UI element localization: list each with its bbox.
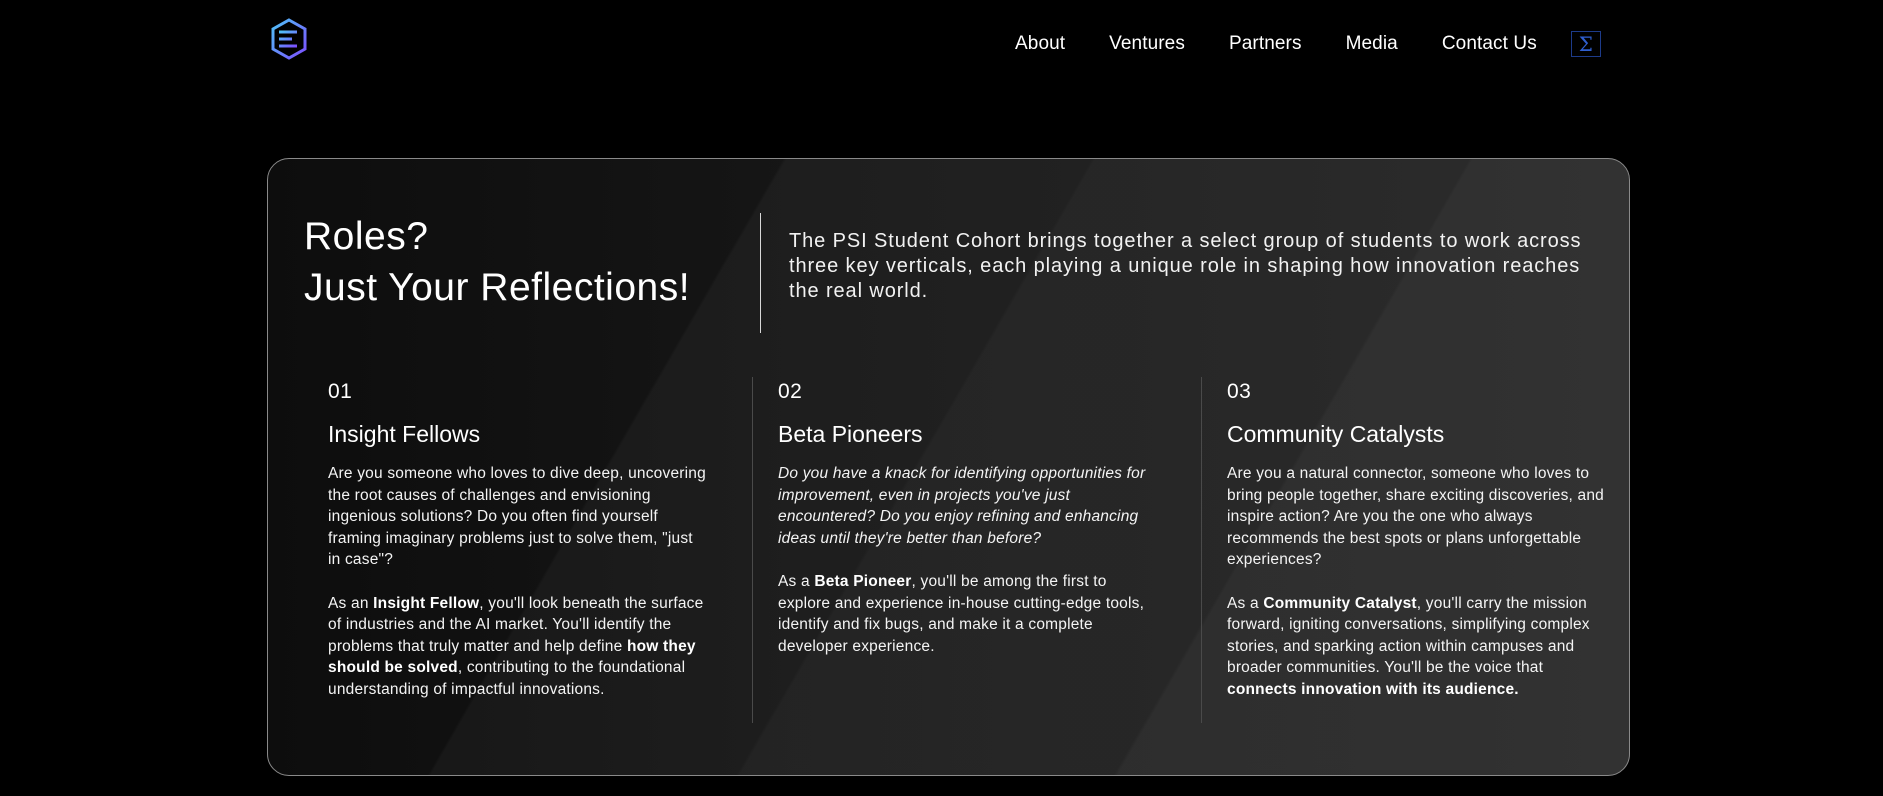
role-number: 02 bbox=[778, 380, 803, 403]
role-column-insight-fellows bbox=[328, 379, 708, 722]
nav-link-ventures[interactable]: Ventures bbox=[1109, 33, 1185, 54]
role-column-beta-pioneers bbox=[778, 379, 1158, 679]
column-divider bbox=[752, 377, 753, 723]
role-title: Insight Fellows bbox=[328, 421, 481, 447]
desc-bold-phrase: connects innovation with its audience. bbox=[1227, 680, 1519, 698]
desc-text: As a bbox=[778, 572, 815, 590]
desc-text: , you'll carry the mission forward, igniting conversations, simplifying complex stories, and sparking action within campuses and broader communities. You'll be the voice that bbox=[1227, 594, 1590, 677]
desc-text: As an bbox=[328, 594, 374, 612]
page-title bbox=[304, 211, 690, 313]
title-divider bbox=[760, 213, 761, 333]
desc-bold-role: Community Catalyst bbox=[1263, 594, 1417, 612]
role-title: Beta Pioneers bbox=[778, 421, 923, 447]
intro-text: The PSI Student Cohort brings together a select group of students to work across three key verticals, each playing a unique role in shaping how innovation reaches the real world. bbox=[789, 230, 1582, 302]
role-description bbox=[328, 593, 708, 701]
role-question: Do you have a knack for identifying opportunities for improvement, even in projects you've just encountered? Do you enjoy refining and enhancing ideas until they're better than before? bbox=[778, 465, 1146, 547]
role-question: Are you someone who loves to dive deep, uncovering the root causes of challenges and envisioning ingenious solutions? Do you often find yourself framing imaginary problems just to solve them, "just in case"? bbox=[328, 465, 706, 569]
desc-text: , contributing to the foundational understanding of impactful innovations. bbox=[328, 659, 686, 698]
role-description bbox=[1227, 593, 1607, 701]
roles-card bbox=[267, 158, 1630, 776]
nav-link-contact-us[interactable]: Contact Us bbox=[1441, 33, 1537, 54]
role-column-community-catalysts bbox=[1227, 379, 1607, 722]
sigma-icon[interactable]: Σ bbox=[1571, 31, 1601, 57]
psi-logo-icon[interactable] bbox=[270, 18, 308, 60]
desc-bold-role: Insight Fellow bbox=[373, 594, 480, 612]
site-header bbox=[0, 0, 1883, 90]
role-title: Community Catalysts bbox=[1227, 421, 1445, 447]
column-divider bbox=[1201, 377, 1202, 723]
desc-bold-phrase: how they should be solved bbox=[328, 637, 696, 677]
nav-link-partners[interactable]: Partners bbox=[1228, 33, 1302, 54]
role-question: Are you a natural connector, someone who loves to bring people together, share exciting discoveries, and inspire action? Are you the one who always recommends the best spots or plans unforgettable experiences? bbox=[1227, 465, 1605, 569]
role-description bbox=[778, 571, 1158, 657]
nav-link-media[interactable]: Media bbox=[1345, 33, 1398, 54]
main-nav bbox=[1015, 29, 1601, 59]
title-line-1: Roles? bbox=[304, 215, 429, 258]
role-number: 03 bbox=[1227, 380, 1252, 403]
desc-bold-role: Beta Pioneer bbox=[814, 572, 912, 590]
desc-text: , you'll be among the first to explore and experience in-house cutting-edge tools, identify and fix bugs, and make it a complete developer experience. bbox=[778, 572, 1145, 655]
role-number: 01 bbox=[328, 380, 353, 403]
desc-text: , you'll look beneath the surface of industries and the AI market. You'll identify the problems that truly matter and help define bbox=[328, 594, 704, 655]
desc-text: As a bbox=[1227, 594, 1264, 612]
title-line-2: Just Your Reflections! bbox=[304, 266, 691, 309]
nav-link-about[interactable]: About bbox=[1015, 33, 1066, 54]
